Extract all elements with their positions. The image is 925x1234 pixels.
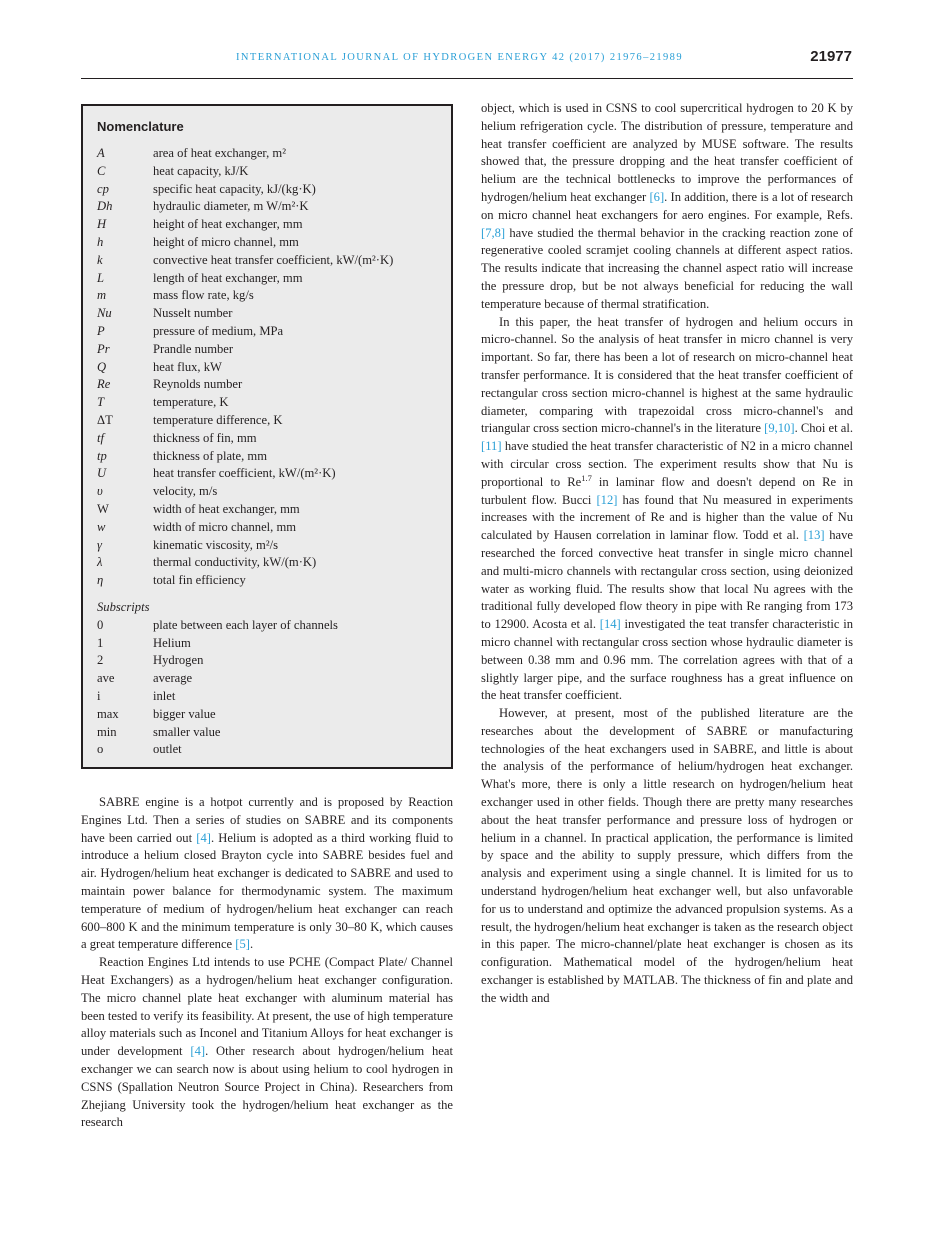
nomenclature-definition: pressure of medium, MPa	[153, 323, 284, 338]
nomenclature-symbol: Re	[97, 377, 111, 392]
citation-link[interactable]: [14]	[599, 617, 621, 632]
nomenclature-definition: velocity, m/s	[153, 484, 218, 499]
citation-link[interactable]: [12]	[596, 492, 618, 507]
paragraph: In this paper, the heat transfer of hydrogen and helium occurs in micro-channel. So the analysis of heat transfer in micro channel is very important. So far, there has been a lot of research on micro-channel heat transfer performance. It is considered that the heat transfer coefficient of rectangular cross section micro-channel is highest at the same hydraulic diameter, comparing with trapezoidal cross micro-channel's and triangular cross section micro-channel's in the literature [9,10]. Choi et al. [11] have studied the heat transfer characteristic of N2 in a micro channel with circular cross section. The experiment results show that Nu is proportional to $Re^{1.7}$ in laminar flow and doesn't depend on Re in turbulent flow. Bucci [12] has found that Nu measured in experiments increases with the increment of Re and is higher than the value of Nu calculated by Hausen correlation in laminar flow. Todd et al. [13] have researched the forced convective heat transfer in single micro channel and multi-micro channels with rectangular cross section, using deionized water as working fluid. The results show that local Nu agrees with the traditional fully developed flow theory in pipe with Re ranging from 173 to 12900. Acosta et al. [14] investigated the teat transfer characteristic in micro channel with rectangular cross section whose hydraulic diameter is between 0.38 mm and 0.96 mm. The correlation agrees with that of a slightly larger pipe, and the surface roughness has a great influence on the heat transfer coefficient.	[481, 314, 854, 703]
nomenclature-definition: Hydrogen	[153, 653, 204, 668]
nomenclature-definition: heat capacity, kJ/K	[153, 163, 249, 178]
nomenclature-row	[97, 706, 447, 724]
nomenclature-symbol: h	[97, 234, 104, 249]
nomenclature-row	[97, 359, 447, 377]
nomenclature-definition: temperature difference, K	[153, 412, 283, 427]
citation-link[interactable]: [7,8]	[481, 225, 506, 240]
nomenclature-row	[97, 501, 447, 519]
nomenclature-symbol: m	[97, 288, 107, 303]
nomenclature-definition: heat transfer coefficient, kW/(m²·K)	[153, 466, 336, 481]
nomenclature-definition: height of micro channel, mm	[153, 234, 299, 249]
nomenclature-row	[97, 519, 447, 537]
citation-link[interactable]: [5]	[235, 937, 250, 952]
citation-link[interactable]: [13]	[803, 528, 825, 543]
nomenclature-definition: length of heat exchanger, mm	[153, 270, 303, 285]
nomenclature-row	[97, 412, 447, 430]
nomenclature-symbol: L	[97, 270, 105, 285]
nomenclature-row	[97, 181, 447, 199]
page-number: 21977	[810, 48, 852, 65]
nomenclature-symbol: cp	[97, 181, 109, 196]
left-column-text	[81, 794, 453, 1132]
nomenclature-row	[97, 216, 447, 234]
nomenclature-definition: thickness of fin, mm	[153, 430, 257, 445]
citation-link[interactable]: [11]	[481, 439, 502, 454]
nomenclature-definition: convective heat transfer coefficient, kW/(m²·K)	[153, 252, 394, 267]
nomenclature-definition: inlet	[153, 688, 176, 703]
nomenclature-title: Nomenclature	[97, 119, 184, 134]
nomenclature-symbol: T	[97, 395, 105, 410]
nomenclature-row	[97, 724, 447, 742]
nomenclature-symbol: W	[97, 501, 109, 516]
nomenclature-definition: Helium	[153, 635, 191, 650]
nomenclature-definition: thermal conductivity, kW/(m·K)	[153, 555, 317, 570]
nomenclature-row	[97, 145, 447, 163]
nomenclature-row	[97, 670, 447, 688]
paragraph: Reaction Engines Ltd intends to use PCHE (Compact Plate/ Channel Heat Exchangers) as a hydrogen/helium heat exchanger configuration. The micro channel plate heat exchanger with aluminum material has been tested to verify its feasibility. At present, the use of high temperature alloy materials such as Inconel and Titanium Alloys for heat exchanger is under development [4]. Other research about hydrogen/helium heat exchanger we can search now is about using helium to cool hydrogen in CSNS (Spallation Neutron Source Project in China). Researchers from Zhejiang University took the hydrogen/helium heat exchanger as the research	[81, 955, 453, 1130]
nomenclature-row	[97, 572, 447, 590]
nomenclature-symbol: ΔT	[97, 412, 113, 427]
nomenclature-definition: bigger value	[153, 706, 216, 721]
citation-link[interactable]: [4]	[190, 1044, 206, 1059]
nomenclature-row	[97, 323, 447, 341]
nomenclature-row	[97, 270, 447, 288]
nomenclature-definition: Prandle number	[153, 341, 234, 356]
nomenclature-symbol: tf	[97, 430, 104, 445]
nomenclature-definition: width of micro channel, mm	[153, 519, 297, 534]
nomenclature-definition: Nusselt number	[153, 306, 233, 321]
nomenclature-definition: Reynolds number	[153, 377, 243, 392]
nomenclature-symbol: λ	[97, 555, 103, 570]
nomenclature-row	[97, 448, 447, 466]
nomenclature-definition: total fin efficiency	[153, 573, 246, 588]
nomenclature-symbol: min	[97, 724, 117, 739]
nomenclature-symbol: Dh	[97, 199, 113, 214]
nomenclature-symbol: H	[97, 217, 107, 232]
nomenclature-symbol: γ	[97, 537, 102, 552]
paragraph: SABRE engine is a hotpot currently and is proposed by Reaction Engines Ltd. Then a series of studies on SABRE and its components have been carried out [4]. Helium is adopted as a third working fluid to introduce a helium closed Brayton cycle into SABRE besides fuel and air. Hydrogen/helium heat exchanger is dedicated to SABRE and used to maintain power balance for thermodynamic system. The maximum temperature of medium of hydrogen/helium heat exchanger can reach 600–800 K and the minimum temperature is only 30–80 K, which causes a great temperature difference [5].	[81, 795, 454, 952]
nomenclature-definition: smaller value	[153, 724, 221, 739]
nomenclature-row	[97, 305, 447, 323]
nomenclature-row	[97, 537, 447, 555]
nomenclature-definition: plate between each layer of channels	[153, 617, 338, 632]
nomenclature-symbol: U	[97, 466, 107, 481]
nomenclature-definition: temperature, K	[153, 395, 229, 410]
nomenclature-row	[97, 617, 447, 635]
nomenclature-symbol: tp	[97, 448, 107, 463]
nomenclature-symbol: i	[97, 688, 101, 703]
paragraph: object, which is used in CSNS to cool supercritical hydrogen to 20 K by helium refrigeration cycle. The distribution of pressure, temperature and heat transfer coefficient are analyzed by MUSE software. The results showed that, the pressure dropping and the heat transfer coefficient of helium are the technical bottlenecks to improve the performances of hydrogen/helium heat exchanger [6]. In addition, there is a lot of research on micro channel heat exchangers for aero engines. For example, Refs. [7,8] have studied the thermal behavior in the cracking reaction zone of regenerative cooled scramjet cooling channels at different aspect ratios. The results indicate that increasing the channel aspect ratio will increase the pressure drop, but be not always beneficial for reducing the wall temperature because of thermal stratification.	[481, 101, 853, 311]
citation-link[interactable]: [4]	[196, 830, 211, 845]
nomenclature-box	[81, 104, 453, 769]
nomenclature-symbol: C	[97, 163, 106, 178]
nomenclature-symbol: Pr	[97, 341, 110, 356]
nomenclature-row	[97, 394, 447, 412]
nomenclature-definition: average	[153, 671, 193, 686]
nomenclature-symbol: υ	[97, 484, 103, 499]
nomenclature-row	[97, 483, 447, 501]
nomenclature-definition: heat flux, kW	[153, 359, 222, 374]
nomenclature-symbol: Nu	[97, 306, 112, 321]
nomenclature-row	[97, 635, 447, 653]
nomenclature-row	[97, 430, 447, 448]
nomenclature-row	[97, 688, 447, 706]
nomenclature-symbol: o	[97, 742, 104, 757]
nomenclature-definition: mass flow rate, kg/s	[153, 288, 254, 303]
nomenclature-row	[97, 198, 447, 216]
nomenclature-symbol: η	[97, 573, 104, 588]
nomenclature-symbol: 1	[97, 635, 104, 650]
nomenclature-definition: area of heat exchanger, m²	[153, 146, 286, 160]
nomenclature-symbol: Q	[97, 359, 107, 374]
nomenclature-row	[97, 234, 447, 252]
nomenclature-row	[97, 554, 447, 572]
nomenclature-row	[97, 741, 447, 759]
nomenclature-definition: kinematic viscosity, m²/s	[153, 537, 279, 552]
nomenclature-definition: outlet	[153, 742, 182, 757]
nomenclature-definition: width of heat exchanger, mm	[153, 501, 300, 516]
nomenclature-definition: height of heat exchanger, mm	[153, 217, 303, 232]
nomenclature-row	[97, 252, 447, 270]
nomenclature-symbol: max	[97, 706, 119, 721]
nomenclature-row	[97, 376, 447, 394]
nomenclature-symbol: P	[97, 323, 105, 338]
nomenclature-list	[97, 145, 447, 759]
nomenclature-row	[97, 287, 447, 305]
paragraph: However, at present, most of the published literature are the researches about the development of SABRE or manufacturing technologies of the heat exchangers used in SABRE, and little is about the analysis of the performance of helium/hydrogen heat exchanger. What's more, there is only a little research on hydrogen/helium heat exchanger used in other fields. Though there are pretty many researches about the heat transfer performance and pressure loss of hydrogen or helium in a channel. In practical application, the performance is limited by space and the ability to supply pressure, which differs from the analysis and experiment using a single channel. It is limited for us to understand hydrogen/helium heat exchanger well, but also unfavorable for us to understand and optimize the advanced propulsion systems. As a result, the hydrogen/helium heat exchanger is taken as the research object in this paper. The micro-channel/plate heat exchanger is chosen as its configuration. Mathematical model of the hydrogen/helium heat exchanger is established by MATLAB. The thickness of fin and plate and the width and	[481, 706, 853, 1005]
nomenclature-symbol: 0	[97, 617, 104, 632]
citation-link[interactable]: [6]	[649, 189, 665, 204]
nomenclature-symbol: w	[97, 519, 106, 534]
header-divider	[81, 78, 853, 79]
nomenclature-symbol: 2	[97, 653, 104, 668]
nomenclature-symbol: A	[97, 146, 105, 160]
nomenclature-row	[97, 652, 447, 670]
journal-header: INTERNATIONAL JOURNAL OF HYDROGEN ENERGY 42 (2017) 21976–21989	[236, 52, 683, 63]
nomenclature-symbol: k	[97, 252, 103, 267]
nomenclature-row	[97, 465, 447, 483]
nomenclature-row	[97, 341, 447, 359]
subscripts-heading: Subscripts	[97, 599, 150, 614]
nomenclature-definition: specific heat capacity, kJ/(kg·K)	[153, 181, 316, 196]
citation-link[interactable]: [9,10]	[764, 421, 795, 436]
nomenclature-definition: thickness of plate, mm	[153, 448, 268, 463]
nomenclature-row	[97, 163, 447, 181]
right-column-text	[481, 100, 853, 1008]
nomenclature-definition: hydraulic diameter, m W/m²·K	[153, 199, 309, 214]
nomenclature-symbol: ave	[97, 671, 115, 686]
